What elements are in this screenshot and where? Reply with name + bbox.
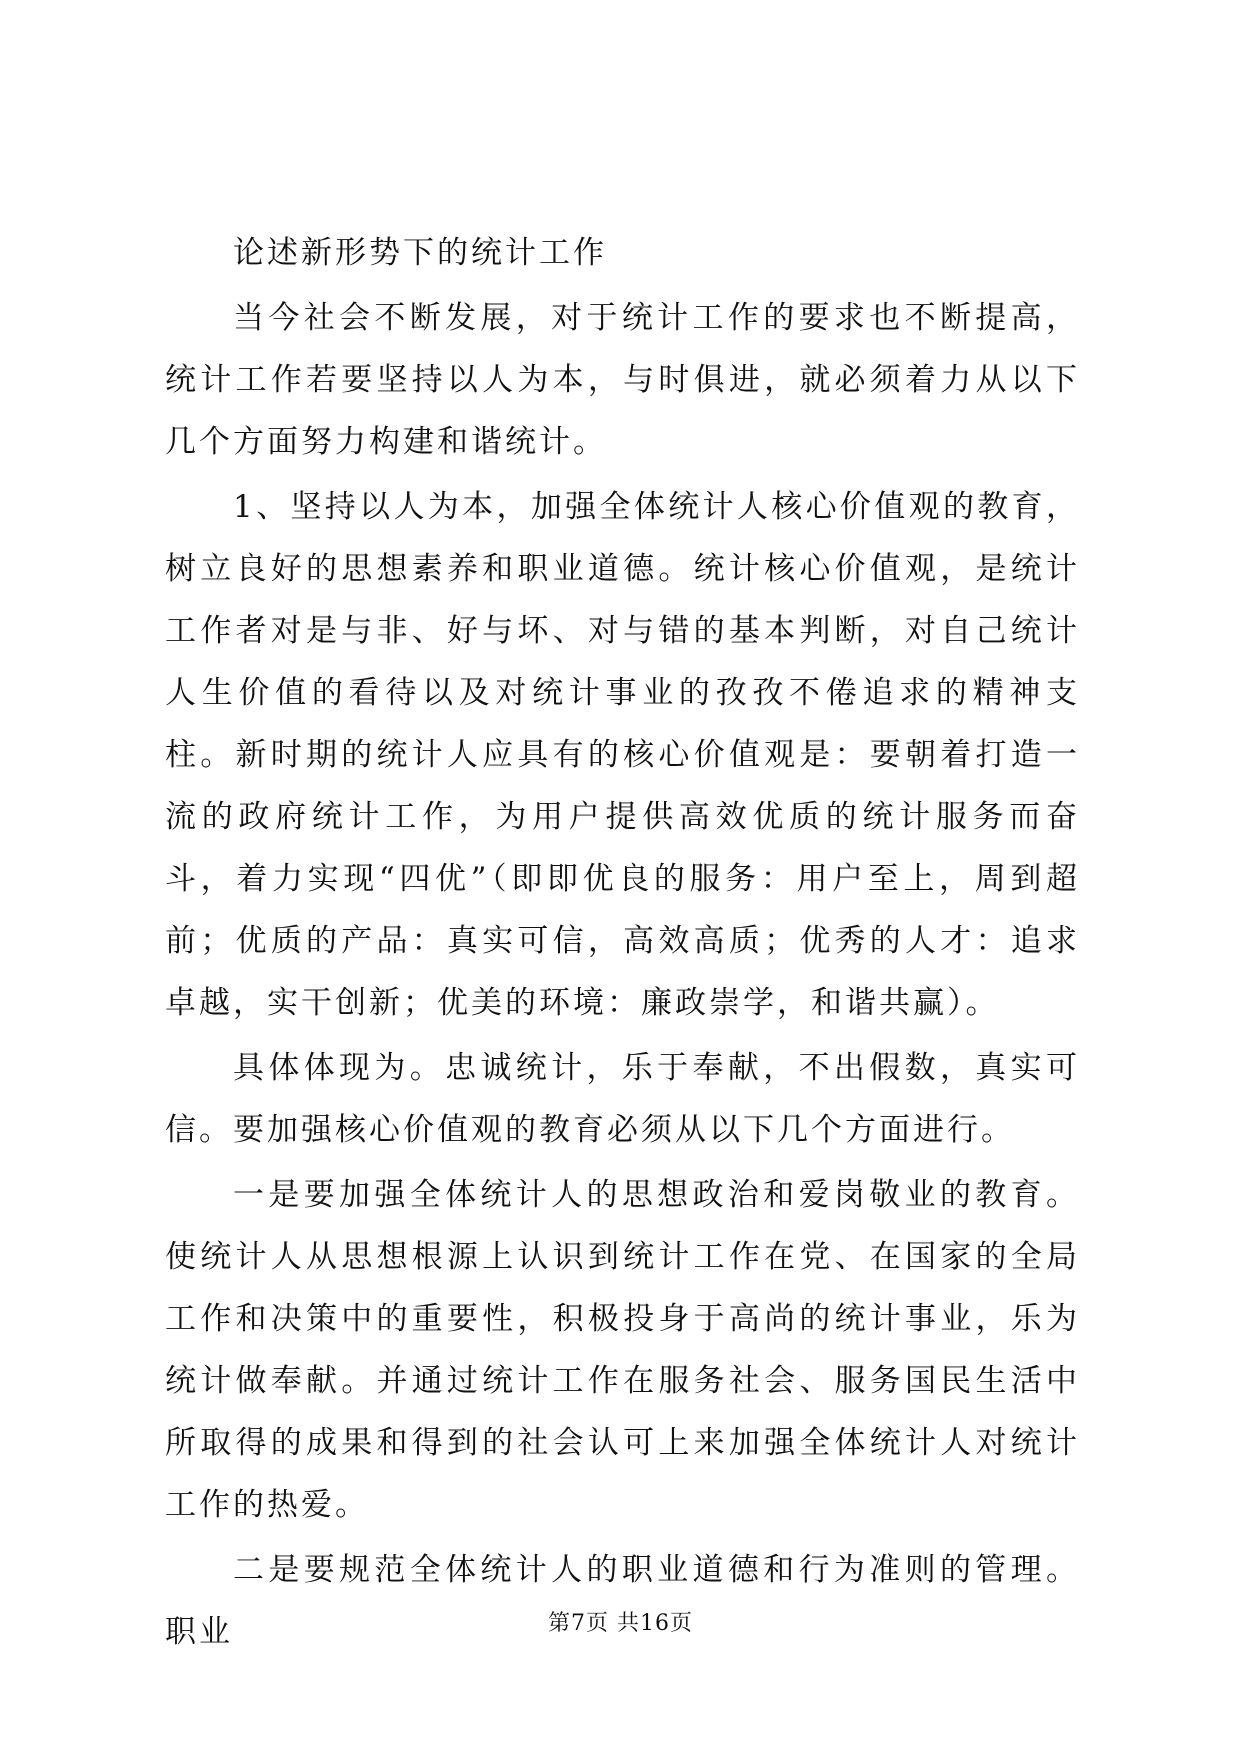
paragraph-intro: 当今社会不断发展，对于统计工作的要求也不断提高，统计工作若要坚持以人为本，与时俱进，就必须着力从以下几个方面努力构建和谐统计。 [165, 300, 1080, 460]
paragraph-second-aspect: 二是要规范全体统计人的职业道德和行为准则的管理。职业 [165, 1552, 1080, 1650]
document-title: 论述新形势下的统计工作 [233, 235, 607, 271]
paragraph-first-aspect: 一是要加强全体统计人的思想政治和爱岗敬业的教育。使统计人从思想根源上认识到统计工作在党、在国家的全局工作和决策中的重要性，积极投身于高尚的统计事业，乐为统计做奉献。并通过统计工作在服务社会、服务国民生活中所取得的成果和得到的社会认可上来加强全体统计人对统计工作的热爱。 [165, 1177, 1080, 1523]
paragraph-point-1: 1、坚持以人为本，加强全体统计人核心价值观的教育，树立良好的思想素养和职业道德。统计核心价值观，是统计工作者对是与非、好与坏、对与错的基本判断，对自己统计人生价值的看待以及对统计事业的孜孜不倦追求的精神支柱。新时期的统计人应具有的核心价值观是：要朝着打造一流的政府统计工作，为用户提供高效优质的统计服务而奋斗，着力实现“四优”（即即优良的服务：用户至上，周到超前；优质的产品：真实可信，高效高质；优秀的人才：追求卓越，实干创新；优美的环境：廉政崇学，和谐共赢）。 [165, 489, 1080, 1021]
paragraph-details: 具体体现为。忠诚统计，乐于奉献，不出假数，真实可信。要加强核心价值观的教育必须从以下几个方面进行。 [165, 1050, 1080, 1148]
page-number-footer: 第7页 共16页 [548, 1611, 693, 1636]
document-body [165, 222, 1080, 1666]
